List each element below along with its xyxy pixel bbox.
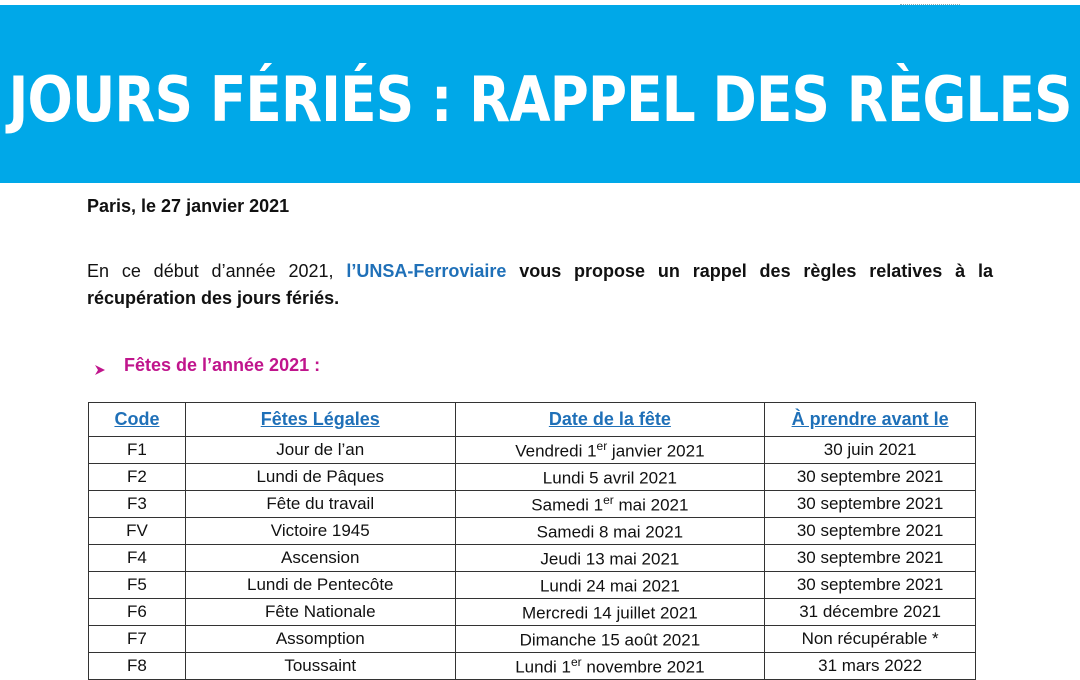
- header-fete: Fêtes Légales: [185, 403, 455, 437]
- header-avant: À prendre avant le: [765, 403, 976, 437]
- cell-date: [455, 491, 765, 518]
- table-row: [89, 464, 976, 491]
- date-line: Paris, le 27 janvier 2021: [87, 196, 290, 216]
- header-date: Date de la fête: [455, 403, 765, 437]
- holidays-table: [88, 402, 976, 680]
- cell-code: F6: [89, 599, 186, 626]
- date-text: Lundi 5 avril 2021: [542, 468, 677, 488]
- date-text: Lundi 24 mai 2021: [539, 576, 680, 596]
- date-text: Jeudi 13 mai 2021: [540, 549, 680, 569]
- cell-fete: Jour de l’an: [185, 437, 455, 464]
- cell-fete: Ascension: [185, 545, 455, 572]
- cell-fete: Fête du travail: [185, 491, 455, 518]
- cell-date: [455, 464, 765, 491]
- cell-code: F3: [89, 491, 186, 518]
- arrow-bullet-icon: [94, 360, 106, 372]
- cell-date: [455, 626, 765, 653]
- date-text: Lundi 1: [515, 657, 571, 677]
- intro-paragraph: [87, 258, 993, 312]
- cell-avant: 31 décembre 2021: [765, 599, 976, 626]
- org-name: l’UNSA-Ferroviaire: [346, 261, 507, 281]
- table-row: [89, 626, 976, 653]
- cell-code: F2: [89, 464, 186, 491]
- cell-avant: 30 septembre 2021: [765, 464, 976, 491]
- date-text: Vendredi 1: [515, 441, 597, 461]
- cell-date: [455, 545, 765, 572]
- header-code: Code: [89, 403, 186, 437]
- cell-fete: Lundi de Pâques: [185, 464, 455, 491]
- date-text-rest: novembre 2021: [581, 657, 705, 677]
- cell-avant: 30 juin 2021: [765, 437, 976, 464]
- date-ordinal: er: [596, 438, 608, 453]
- table-row: [89, 518, 976, 545]
- date-text: Samedi 8 mai 2021: [536, 522, 684, 542]
- table-row: [89, 545, 976, 572]
- cell-code: F7: [89, 626, 186, 653]
- table-header-row: [89, 403, 976, 437]
- date-ordinal: er: [603, 492, 614, 507]
- intro-text-1: En ce début d’année 2021,: [87, 261, 347, 281]
- cell-avant: 30 septembre 2021: [765, 491, 976, 518]
- cell-avant: Non récupérable *: [765, 626, 976, 653]
- cell-date: [455, 437, 765, 464]
- cell-date: [455, 518, 765, 545]
- table-row: [89, 599, 976, 626]
- cell-date: [455, 572, 765, 599]
- cell-fete: Fête Nationale: [185, 599, 455, 626]
- cell-date: [455, 653, 765, 680]
- date-text-rest: janvier 2021: [607, 441, 705, 461]
- cell-code: F4: [89, 545, 186, 572]
- date-text: Samedi 1: [531, 495, 604, 515]
- title-banner: [0, 5, 1080, 183]
- intro-text-2: vous propose un rappel des règles relatives à la récupération des jours fériés.: [87, 261, 993, 308]
- page-title: JOURS FÉRIÉS : RAPPEL DES RÈGLES: [8, 62, 1072, 136]
- date-text: Dimanche 15 août 2021: [519, 630, 701, 650]
- table-row: [89, 653, 976, 680]
- table-row: [89, 572, 976, 599]
- cell-code: FV: [89, 518, 186, 545]
- cell-avant: 30 septembre 2021: [765, 518, 976, 545]
- cell-avant: 31 mars 2022: [765, 653, 976, 680]
- cell-code: F5: [89, 572, 186, 599]
- cell-code: F1: [89, 437, 186, 464]
- date-text: Mercredi 14 juillet 2021: [522, 603, 698, 623]
- cell-avant: 30 septembre 2021: [765, 545, 976, 572]
- cell-fete: Assomption: [185, 626, 455, 653]
- cell-date: [455, 599, 765, 626]
- section-heading: [94, 355, 320, 376]
- cell-fete: Victoire 1945: [185, 518, 455, 545]
- section-title: Fêtes de l’année 2021 :: [124, 355, 321, 375]
- date-ordinal: er: [571, 654, 582, 669]
- table-row: [89, 437, 976, 464]
- cell-fete: Lundi de Pentecôte: [185, 572, 455, 599]
- cell-fete: Toussaint: [185, 653, 455, 680]
- date-text-rest: mai 2021: [613, 495, 689, 515]
- table-row: [89, 491, 976, 518]
- cell-avant: 30 septembre 2021: [765, 572, 976, 599]
- cell-code: F8: [89, 653, 186, 680]
